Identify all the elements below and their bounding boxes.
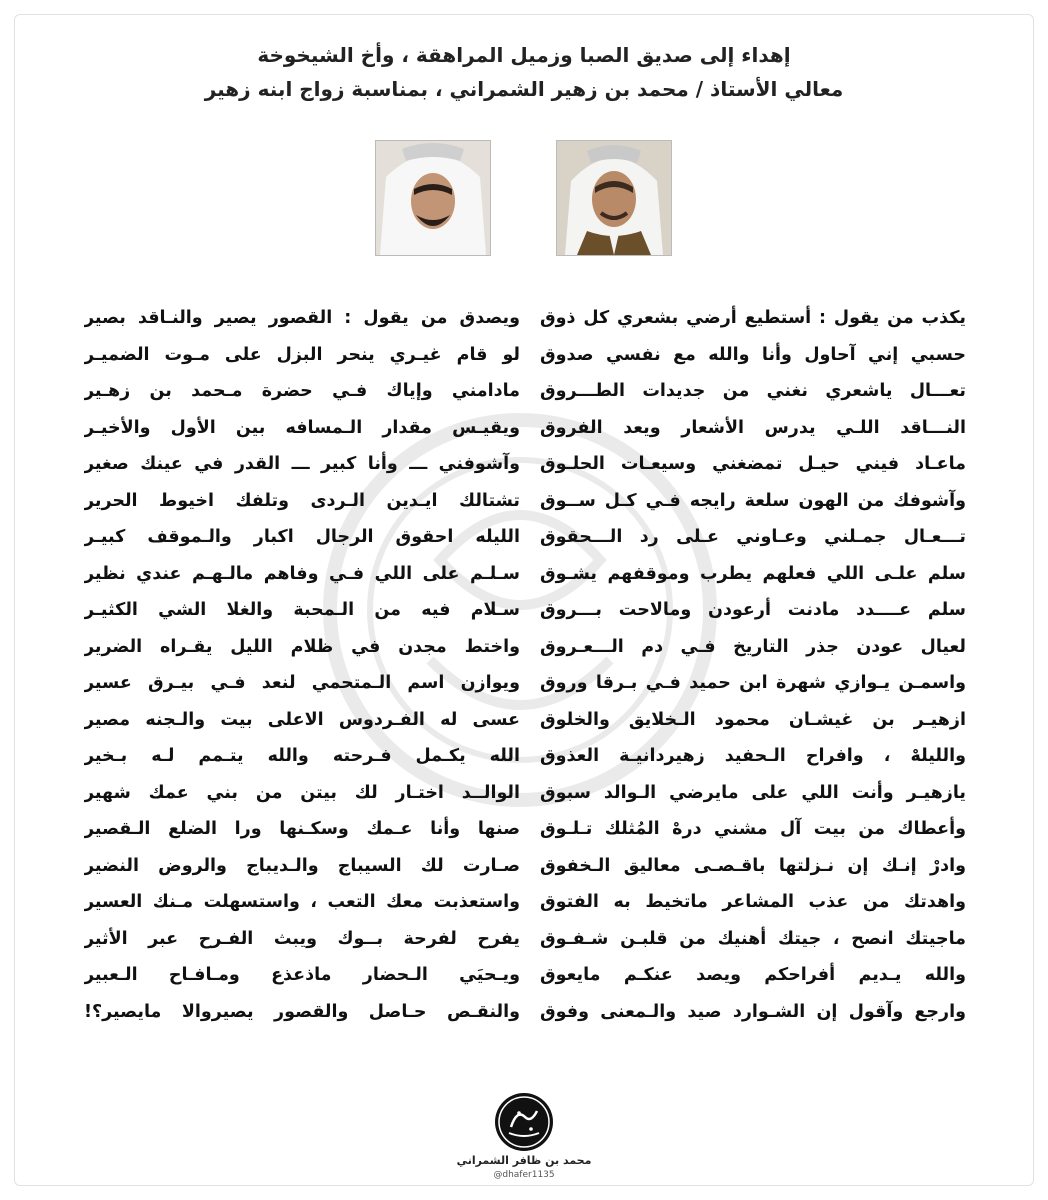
author-calligraphy-logo bbox=[495, 1093, 553, 1151]
verse-line: ويقيـس مقدار الـمسافه بين الأول والأخيـر bbox=[84, 417, 520, 438]
verse-line: وأعطاك من بيت آل مشني درهْ المُثلك تـلـوق bbox=[540, 819, 966, 839]
author-handle: @dhafer1135 bbox=[493, 1170, 555, 1180]
verse-line: يكذب من يقول : أستطيع أرضي بشعري كل ذوق bbox=[540, 308, 966, 328]
dedication-line-1: إهداء إلى صديق الصبا وزميل المراهقة ، وأخ الشيخوخة bbox=[257, 43, 791, 67]
verse-line: ويـحيَي الـحضار ماذعذع ومـافـاح الـعبير bbox=[84, 965, 520, 985]
verse-line: الله يكـمل فـرحته والله يتـمم لـه بـخير bbox=[84, 746, 520, 766]
verse-line: واختط مجدن في ظلام الليل يقـراه الضرير bbox=[84, 636, 520, 657]
verse-line: وآشوفني ـــ وأنا كبير ـــ القدر في عينك صغير bbox=[84, 454, 520, 474]
verse-line: لعيال عودن جذر التاريخ فـي دم الـــعـروق bbox=[540, 636, 966, 657]
verse-line: صـارت لك السيباج والـديباج والروض النضير bbox=[84, 855, 520, 876]
verse-line: تشتالك ايـدين الـردى وتلفك اخيوط الحرير bbox=[84, 490, 520, 511]
verse-line: يازهيـر وأنت اللي على مايرضي الـوالد سبوق bbox=[540, 782, 966, 803]
verse-line: وادرْ إنـك إن نـزلتها باقـصـى معاليق الـخفوق bbox=[540, 855, 966, 876]
verse-line: سلم عــــدد مادنت أرعودن ومالاحت بـــروق bbox=[540, 600, 966, 620]
verse-line: ويصدق من يقول : القصور يصير والنـاقد بصير bbox=[84, 308, 520, 328]
verse-line: عسى له الفـردوس الاعلى بيت والـجنه مصير bbox=[84, 709, 520, 730]
verse-line: واهدتك من عذب المشاعر ماتخيط به الفتوق bbox=[540, 892, 966, 912]
portrait-photo-left bbox=[375, 140, 491, 256]
verse-line: الوالــد اختـار لك بيتن من بني عمك شهير bbox=[84, 782, 520, 803]
verse-line: مادامني وإياك فـي حضرة مـحمد بن زهـير bbox=[84, 381, 520, 401]
dedication-line-2: معالي الأستاذ / محمد بن زهير الشمراني ، بمناسبة زواج ابنه زهير bbox=[204, 77, 844, 101]
verse-line: سـلـم على اللي فـي وفاهم مالـهـم عندي نظير bbox=[84, 563, 520, 584]
poem-right-column bbox=[540, 300, 966, 1030]
verse-line: والنقـص حـاصل والقصور يصيروالا مايصير؟! bbox=[84, 1001, 520, 1022]
verse-line: ماجيتك انصح ، جيتك أهنيك من قلبـن شـفـوق bbox=[540, 928, 966, 949]
dedication-header bbox=[0, 38, 1048, 106]
verse-line: تـــعـال جمـلني وعـاوني عـلى رد الـــحقوق bbox=[540, 527, 966, 547]
portrait-photo-right bbox=[556, 140, 672, 256]
portrait-right-icon bbox=[557, 141, 671, 255]
verse-line: واستعذبت معك التعب ، واستسهلت مـنك العسير bbox=[84, 892, 520, 912]
portrait-left-icon bbox=[376, 141, 490, 255]
verse-line: صنها وأنا عـمك وسكـنها ورا الضلع الـقصير bbox=[84, 819, 520, 839]
verse-line: الليله احقوق الرجال اكبار والـموقف كبيـر bbox=[84, 527, 520, 547]
verse-line: لو قام غيـري ينحر البزل على مـوت الضميـر bbox=[84, 344, 520, 365]
verse-line: يفرح لفرحة بــوك ويبث الفـرح عبر الأثير bbox=[84, 928, 520, 949]
verse-line: ماعـاد فيني حيـل تمضغني وسيعـات الحلـوق bbox=[540, 454, 966, 474]
poem-left-column bbox=[84, 300, 520, 1030]
verse-line: النـــاقد اللـي يدرس الأشعار ويعد الفروق bbox=[540, 417, 966, 438]
verse-line: وارجع وآقول إن الشـوارد صيد والـمعنى وفوق bbox=[540, 1001, 966, 1022]
verse-line: حسبي إني آحاول وأنا والله مع نفسي صدوق bbox=[540, 344, 966, 365]
verse-line: تعـــال ياشعري نغني من جديدات الطـــروق bbox=[540, 381, 966, 401]
author-name: محمد بن ظافر الشمراني bbox=[456, 1154, 592, 1167]
verse-line: سـلام فيه من الـمحبة والغلا الشي الكثيـر bbox=[84, 600, 520, 620]
verse-line: ازهيـر بن غيشـان محمود الـخلايق والخلوق bbox=[540, 709, 966, 730]
verse-line: والليلهْ ، وافراح الـحفيد زهيردانيـة العذوق bbox=[540, 746, 966, 766]
verse-line: وآشوفك من الهون سلعة رايجه فـي كـل ســوق bbox=[540, 490, 966, 511]
calligraphy-seal-icon bbox=[495, 1093, 553, 1151]
verse-line: سلم علـى اللي فعلهم يطرب وموقفهم يشـوق bbox=[540, 563, 966, 584]
verse-line: والله يـديم أفراحكم ويصد عنكـم مايعوق bbox=[540, 965, 966, 985]
verse-line: واسمـن يـوازي شهرة ابن حميد فـي بـرقا وروق bbox=[540, 673, 966, 693]
verse-line: ويوازن اسم الـمتحمي لنعد فـي بيـرق عسير bbox=[84, 673, 520, 693]
